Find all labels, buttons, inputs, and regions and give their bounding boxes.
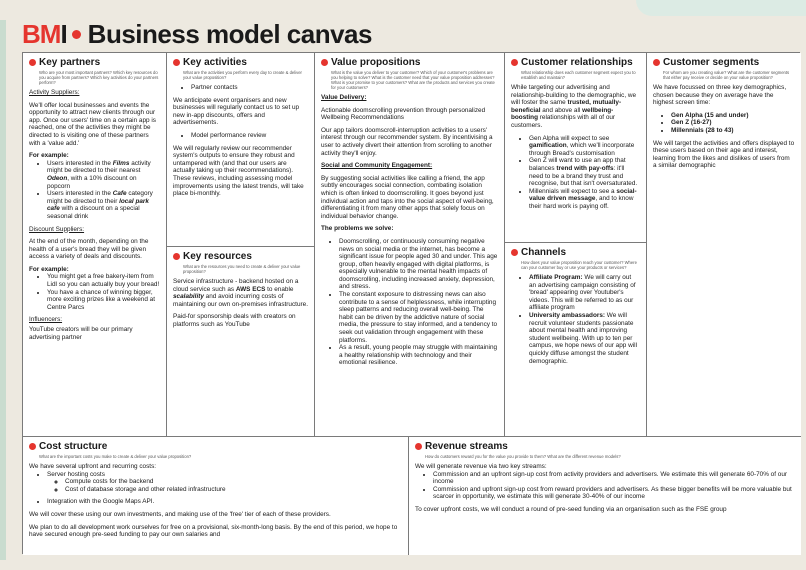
- revenue-streams-heading: Revenue streams: [415, 441, 795, 452]
- customer-segments-body: [653, 84, 795, 170]
- paragraph: Service infrastructure - backend hosted on a cloud service such as AWS ECS to enable scalability and avoid incurring costs of maintaining our own on-premises infrastructure.: [173, 278, 308, 308]
- customer-segments-prompt: For whom are you creating value? What are the customer segments that either pay receive or decide on your value proposition?: [663, 70, 790, 80]
- example-label: For example:: [29, 265, 69, 273]
- list-item: ◦ Compute costs for the backend: [65, 478, 402, 486]
- key-resources-section: [167, 247, 315, 437]
- logo-dot-icon: [72, 30, 81, 39]
- list-item: ◦ Cost of database storage and other related infrastructure: [65, 486, 402, 494]
- list-item: • As a result, young people may struggle with maintaining a healthy relationship with technology and their emotional resilience.: [339, 344, 498, 367]
- channels-section: [505, 243, 647, 437]
- bullet-dot-icon: [321, 59, 328, 66]
- cost-structure-heading: Cost structure: [29, 441, 402, 452]
- decorative-corner: [636, 0, 806, 16]
- paragraph: To cover upfront costs, we will conduct a round of pre-seed funding via an organisation such as the FSE group: [415, 505, 727, 513]
- list-item: • Commission and upfront sign-up cost from reward providers and advertisers. As these bigger benefits will be more valuable but scarcer in opportunity, we estimate this will generate 30-40% of our income: [433, 486, 795, 501]
- list-item: • Partner contacts: [191, 84, 308, 92]
- bullet-dot-icon: [29, 59, 36, 66]
- key-activities-body: [173, 84, 308, 198]
- cost-structure-prompt: What are the important costs you make to create & deliver your value proposition?: [39, 454, 192, 459]
- cost-structure-body: [29, 463, 402, 539]
- paragraph: We will generate revenue via two key streams:: [415, 463, 547, 470]
- paragraph: Actionable doomscrolling prevention through personalized Wellbeing Recommendations: [321, 106, 486, 122]
- discount-suppliers-heading: Discount Suppliers:: [29, 225, 85, 233]
- list-item: • Gen Alpha (15 and under): [671, 112, 795, 120]
- value-propositions-section: [315, 53, 505, 437]
- list-item: • Gen Z will want to use an app that balances trend with pay-offs: it'll need to be a brand they trust and recognise, but that isn't oversaturated.: [529, 157, 640, 187]
- bullet-dot-icon: [29, 443, 36, 450]
- cost-structure-section: [23, 437, 409, 555]
- bullet-dot-icon: [511, 59, 518, 66]
- customer-relationships-section: [505, 53, 647, 243]
- example-label: For example:: [29, 152, 69, 160]
- page-header: [22, 14, 372, 54]
- paragraph: We have focussed on three key demographics, chosen because they on average have the highest screen time:: [653, 84, 787, 107]
- paragraph: We will target the activities and offers displayed to these users based on their age and interest, learning from the likes and dislikes of users from a similar demographic: [653, 139, 795, 170]
- influencers-text: YouTube creators will be our primary advertising partner: [29, 326, 133, 341]
- bullet-dot-icon: [511, 249, 518, 256]
- paragraph: Our app tailors doomscroll-interruption activities to a users' interest through our recommender system. By incentivising a user to actively divert their attention from scrolling to another activity they'll enjoy.: [321, 126, 493, 157]
- list-item: • Millennials (28 to 43): [671, 127, 795, 135]
- paragraph: We plan to do all development work ourselves for free on a provisional, six-month-long basis. By the end of this period, we hope to have secured enough pre-seed funding to pay our own salaries and: [29, 523, 398, 539]
- influencers-heading: Influencers:: [29, 316, 63, 324]
- paragraph: While targeting our advertising and relationship-building to the demographic, we will foster the same trusted, mutually-beneficial and above all wellbeing-boosting relationships with all of our customers.: [511, 84, 637, 129]
- list-item: • You might get a free bakery-item from Lidl so you can actually buy your bread!: [47, 273, 160, 288]
- customer-relationships-body: [511, 84, 640, 211]
- list-item: • University ambassadors: We will recruit volunteer students passionate about mental health and improving student wellbeing. With up to ten per campus, we hope news of our app will quickly diffuse amongst the student demographic.: [529, 312, 640, 365]
- key-activities-section: [167, 53, 315, 247]
- key-activities-heading: Key activities: [173, 57, 308, 68]
- key-partners-body: [29, 89, 160, 341]
- list-item: • Server hosting costs ◦ Compute costs for the backend ◦ Cost of database storage and other related infrastructure: [47, 471, 402, 494]
- list-item: • Users interested in the Cafe category might be directed to their local park cafe with a discount on a special seasonal drink: [47, 190, 160, 220]
- list-item: • Millennials will expect to see a social-value driven message, and to know their hard work is paying off.: [529, 188, 640, 211]
- bullet-dot-icon: [653, 59, 660, 66]
- bullet-dot-icon: [415, 443, 422, 450]
- social-community-heading: Social and Community Engagement:: [321, 162, 433, 170]
- paragraph: We will regularly review our recommender system's outputs to ensure they robust and untampered with (and that our users are actually taking up their recommendations). These reviews, including assessing model improvements using the latest trends, will take place bi-monthly.: [173, 144, 304, 198]
- customer-segments-heading: Customer segments: [653, 57, 795, 68]
- list-item: • Gen Z (16-27): [671, 119, 795, 127]
- decorative-side-strip: [0, 20, 6, 560]
- activity-suppliers-text: We'll offer local businesses and events the opportunity to attract new clients through our app. Once our users' time on a certain app is reached, one of the activities they might be directed to is visiting one of these partners with a 'value add.': [29, 101, 156, 147]
- channels-body: [511, 274, 640, 365]
- list-item: • Affiliate Program: We will carry out an advertising campaign consisting of 'bread' appearing over Youtuber's videos. This will be referred to as our affiliate program: [529, 274, 640, 312]
- key-resources-heading: Key resources: [173, 251, 308, 262]
- key-partners-section: [23, 53, 167, 437]
- value-propositions-heading: Value propositions: [321, 57, 498, 68]
- page-title: Business model canvas: [87, 18, 372, 49]
- value-propositions-body: [321, 94, 498, 367]
- list-item: • You have a chance of winning bigger, more exciting prizes like a weekend at Centre Parcs: [47, 289, 160, 312]
- customer-relationships-heading: Customer relationships: [511, 57, 640, 68]
- key-activities-prompt: What are the activities you perform every day to create & deliver your value proposition?: [183, 70, 302, 80]
- key-partners-prompt: Who are your most important partners? Which key resources do you acquire from partners? Which key activities do your partners perform?: [39, 70, 159, 85]
- paragraph: We have several upfront and recurring costs:: [29, 463, 157, 470]
- list-item: • Commission and an upfront sign-up cost from activity providers and advertisers. We estimate this will generate 60-70% of our income: [433, 471, 795, 486]
- activity-suppliers-heading: Activity Suppliers:: [29, 89, 80, 96]
- list-item: • Users interested in the Films activity might be directed to their nearest Odeon, with a 10% discount on popcorn: [47, 160, 160, 190]
- problems-heading: The problems we solve:: [321, 225, 394, 233]
- list-item: • Doomscrolling, or continuously consuming negative news on social media or the internet, has become a significant issue for people aged 30 and under. This age group, often heavily engaged with digital platforms, is especially vulnerable to the mental health impacts of doomscrolling, including increased anxiety, depression, and stress.: [339, 238, 498, 291]
- key-partners-heading: Key partners: [29, 57, 160, 68]
- paragraph: Paid-for sponsorship deals with creators on platforms such as YouTube: [173, 313, 296, 328]
- revenue-streams-body: [415, 463, 795, 514]
- discount-suppliers-text: At the end of the month, depending on the health of a user's bread they will be given access a variety of deals and discounts.: [29, 238, 149, 261]
- list-item: • Integration with the Google Maps API.: [47, 498, 402, 506]
- list-item: • The constant exposure to distressing news can also contribute to a sense of helplessness, while interrupting sleep patterns and reducing overall well-being. The habit can be driven by the addictive nature of social media, the pressure to stay informed, and a tendency to seek out validation through engagement with these platforms.: [339, 291, 498, 344]
- list-item: • Gen Alpha will expect to see gamification, which we'll incorporate through Bread's customisation: [529, 135, 640, 158]
- bullet-dot-icon: [173, 59, 180, 66]
- key-resources-prompt: What are the resources you need to create & deliver your value proposition?: [183, 264, 301, 274]
- customer-relationships-prompt: What relationship does each customer segment expect you to establish and maintain?: [521, 70, 636, 80]
- channels-heading: Channels: [511, 247, 640, 258]
- value-propositions-prompt: What is the value you deliver to your customer? Which of your customer's problems are you helping to solve? What is the customer need that your value proposition addresses? What is your promise to your customers? What are the products and services you create for your customers?: [331, 70, 495, 90]
- revenue-streams-prompt: How do customers reward you for the value you provide to them? What are the different revenue models?: [425, 454, 621, 459]
- value-delivery-heading: Value Delivery:: [321, 94, 367, 101]
- channels-prompt: How does your value proposition reach your customer? Where can your customer buy or use your products or services?: [521, 260, 637, 270]
- customer-segments-section: [647, 53, 801, 437]
- bullet-dot-icon: [173, 253, 180, 260]
- bmi-logo: BMI: [22, 18, 67, 49]
- paragraph: We will cover these using our own investments, and making use of the 'free' tier of each of these providers.: [29, 510, 331, 518]
- paragraph: We anticipate event organisers and new businesses will regularly contact us to set up new in-app discounts, offers and advertisements.: [173, 96, 300, 127]
- business-model-canvas: [22, 52, 800, 554]
- key-resources-body: [173, 278, 308, 329]
- list-item: • Model performance review: [191, 132, 308, 140]
- revenue-streams-section: [409, 437, 801, 555]
- paragraph: By suggesting social activities like calling a friend, the app subtly encourages social connection, combating isolation which is often linked to doomscrolling. It goes beyond just individual action and taps into the social aspect of well-being, differentiating it from many other apps that solely focus on individual behavior change.: [321, 174, 494, 220]
